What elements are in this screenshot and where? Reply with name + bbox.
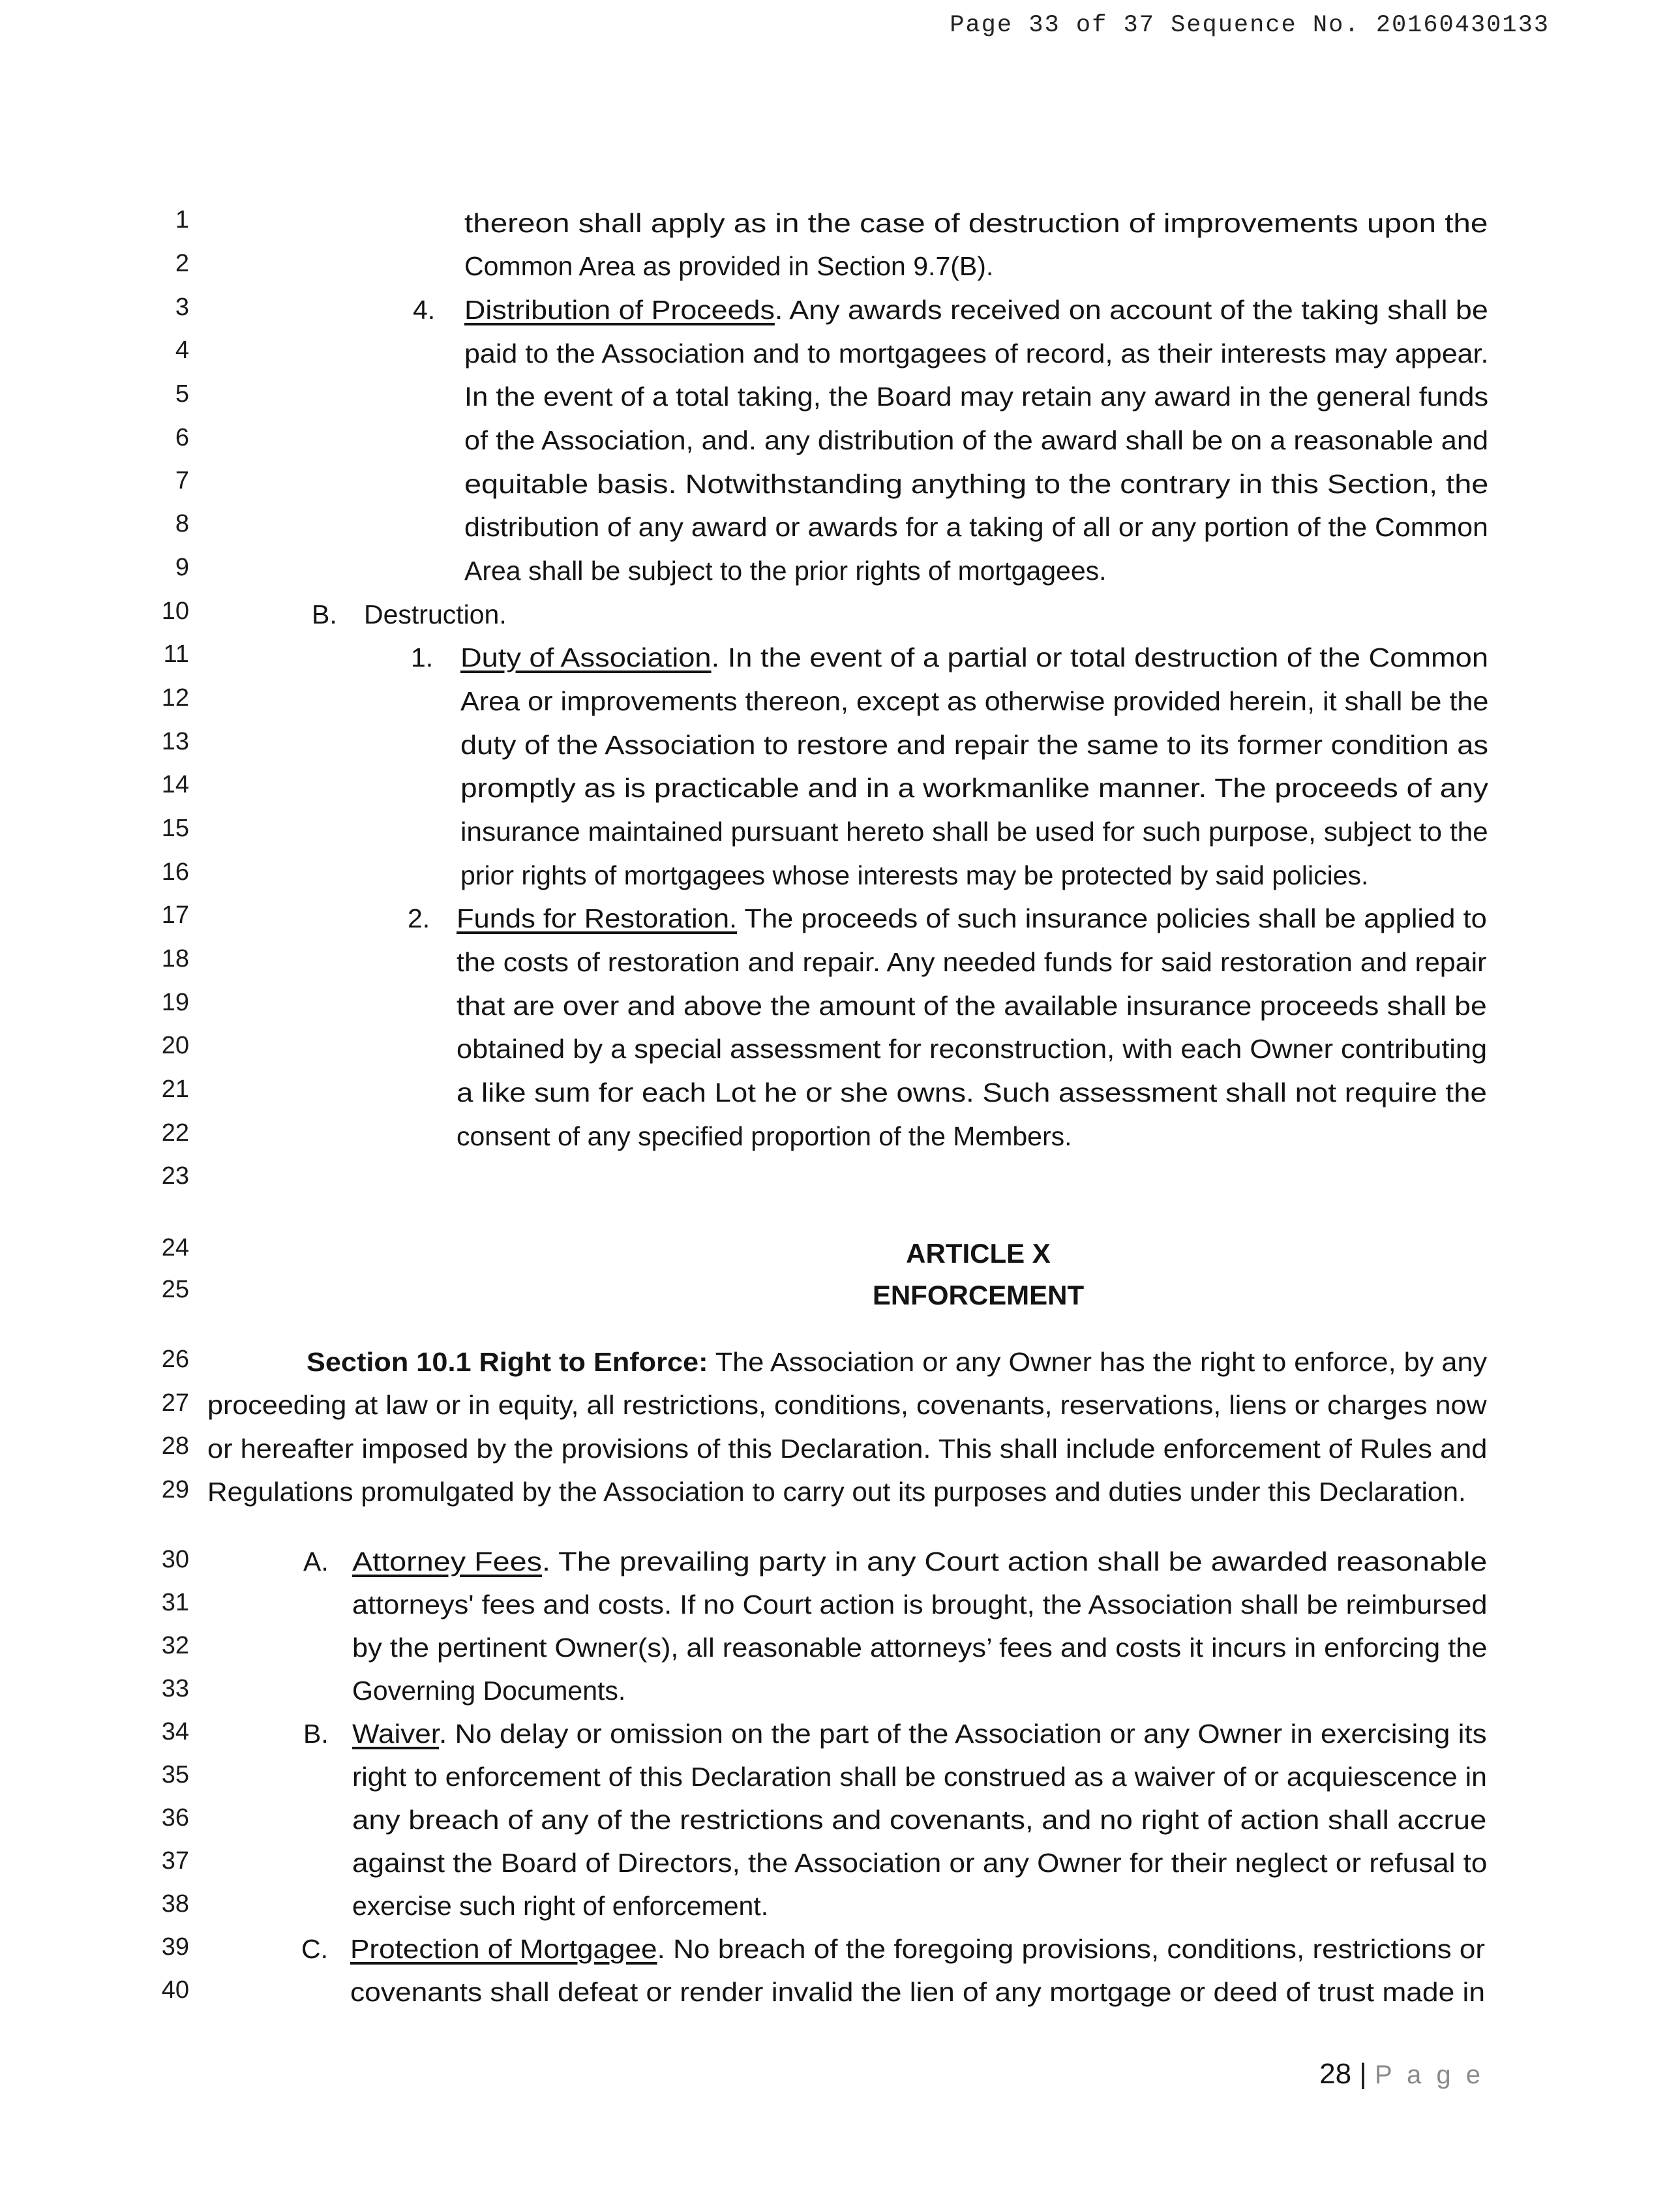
body-line: prior rights of mortgagees whose interests may be protected by said policies.: [460, 860, 1369, 890]
list-number: A.: [303, 1546, 329, 1576]
list-number: 2.: [408, 903, 430, 933]
line-number: 5: [175, 380, 189, 408]
line-number: 25: [161, 1276, 189, 1303]
line-number: 16: [161, 858, 189, 886]
body-line: Regulations promulgated by the Association to carry out its purposes and duties under this Declaration.: [207, 1477, 1466, 1507]
line-number: 2: [175, 250, 189, 277]
body-line: Protection of Mortgagee. No breach of the foregoing provisions, conditions, restrictions or: [350, 1934, 1486, 1964]
line-number: 31: [161, 1589, 189, 1616]
item-heading: Duty of Association: [460, 642, 712, 672]
item-heading: Funds for Restoration.: [457, 903, 738, 933]
body-line: the costs of restoration and repair. Any needed funds for said restoration and repair: [457, 947, 1487, 977]
line-number: 9: [175, 554, 189, 581]
body-line: promptly as is practicable and in a workmanlike manner. The proceeds of any: [460, 773, 1489, 803]
line-number: 19: [161, 989, 189, 1016]
line-number: 38: [161, 1890, 189, 1918]
item-heading: Distribution of Proceeds: [464, 295, 775, 325]
list-number: B.: [303, 1719, 329, 1749]
section-heading: Destruction.: [364, 599, 507, 629]
list-number: C.: [301, 1934, 328, 1964]
body-line: duty of the Association to restore and repair the same to its former condition as: [460, 730, 1488, 760]
line-number: 27: [161, 1389, 189, 1417]
body-line: or hereafter imposed by the provisions of this Declaration. This shall include enforcement of Rules and: [207, 1434, 1488, 1464]
footer-separator: |: [1359, 2058, 1367, 2090]
line-number: 39: [161, 1933, 189, 1961]
line-number: 15: [161, 815, 189, 842]
line-number: 36: [161, 1804, 189, 1832]
line-number: 34: [161, 1718, 189, 1745]
line-number: 21: [161, 1076, 189, 1103]
body-line: equitable basis. Notwithstanding anything to the contrary in this Section, the: [464, 469, 1489, 499]
line-number: 22: [161, 1119, 189, 1147]
line-number: 40: [161, 1976, 189, 2004]
body-line: proceeding at law or in equity, all restrictions, conditions, covenants, reservations, liens or charges now: [207, 1390, 1487, 1420]
body-line: Distribution of Proceeds. Any awards received on account of the taking shall be: [464, 295, 1488, 325]
body-line: Common Area as provided in Section 9.7(B).: [464, 251, 994, 281]
line-number: 11: [163, 641, 189, 668]
body-line: covenants shall defeat or render invalid the lien of any mortgage or deed of trust made in: [350, 1977, 1486, 2007]
body-line: Area shall be subject to the prior rights of mortgagees.: [464, 556, 1107, 586]
body-line: a like sum for each Lot he or she owns. Such assessment shall not require the: [457, 1078, 1487, 1108]
line-number: 6: [175, 424, 189, 451]
page-footer: [1319, 2058, 1484, 2090]
list-number: 1.: [411, 642, 434, 672]
body-line: Area or improvements thereon, except as otherwise provided herein, it shall be the: [460, 686, 1489, 716]
line-number: 7: [175, 467, 189, 494]
body-line: right to enforcement of this Declaration shall be construed as a waiver of or acquiescence in: [352, 1762, 1487, 1792]
page-word: P a g e: [1374, 2060, 1484, 2089]
line-number: 10: [161, 597, 189, 625]
article-title: ENFORCEMENT: [872, 1280, 1085, 1310]
body-line: Funds for Restoration. The proceeds of such insurance policies shall be applied to: [457, 903, 1487, 933]
line-number: 8: [175, 510, 189, 537]
line-number: 37: [161, 1847, 189, 1875]
body-line: Waiver. No delay or omission on the part of the Association or any Owner in exercising its: [352, 1719, 1487, 1749]
body-line: obtained by a special assessment for reconstruction, with each Owner contributing: [457, 1034, 1488, 1064]
line-number: 4: [175, 337, 189, 364]
body-line: Duty of Association. In the event of a partial or total destruction of the Common: [460, 642, 1488, 672]
line-number: 3: [175, 294, 189, 321]
line-number: 29: [161, 1476, 189, 1503]
line-number: 13: [161, 728, 189, 755]
body-line: consent of any specified proportion of the Members.: [457, 1121, 1072, 1151]
body-line: of the Association, and. any distribution of the award shall be on a reasonable and: [464, 425, 1489, 455]
line-number: 26: [161, 1346, 189, 1373]
item-heading: Waiver: [352, 1719, 440, 1749]
list-number: 4.: [413, 295, 436, 325]
line-number: 17: [161, 901, 189, 929]
line-number: 28: [161, 1432, 189, 1460]
body-line: Attorney Fees. The prevailing party in any Court action shall be awarded reasonable: [352, 1546, 1488, 1576]
item-heading: Protection of Mortgagee: [350, 1934, 657, 1964]
line-number: 23: [161, 1162, 189, 1190]
body-line: distribution of any award or awards for a taking of all or any portion of the Common: [464, 512, 1488, 542]
body-line: In the event of a total taking, the Board may retain any award in the general funds: [464, 382, 1489, 412]
line-number: 20: [161, 1032, 189, 1059]
line-number: 14: [161, 771, 189, 798]
line-number: 18: [161, 945, 189, 973]
body-line: attorneys' fees and costs. If no Court action is brought, the Association shall be reimbursed: [352, 1590, 1488, 1620]
body-line: by the pertinent Owner(s), all reasonable attorneys’ fees and costs it incurs in enforcing the: [352, 1633, 1488, 1663]
page-number: 28: [1319, 2058, 1352, 2090]
line-number: 35: [161, 1761, 189, 1788]
line-number: 32: [161, 1632, 189, 1659]
article-number: ARTICLE X: [906, 1238, 1051, 1269]
line-number: 1: [175, 206, 189, 234]
body-line: insurance maintained pursuant hereto shall be used for such purpose, subject to the: [460, 817, 1488, 847]
body-line: Section 10.1 Right to Enforce: The Association or any Owner has the right to enforce, by any: [307, 1347, 1488, 1377]
section-title: Section 10.1 Right to Enforce:: [307, 1347, 708, 1377]
body-line: against the Board of Directors, the Association or any Owner for their neglect or refusal to: [352, 1848, 1488, 1878]
list-number: B.: [312, 599, 337, 629]
line-number: 24: [161, 1234, 189, 1261]
line-number: 12: [161, 684, 189, 712]
body-line: Governing Documents.: [352, 1676, 626, 1706]
line-number: 30: [161, 1546, 189, 1573]
body-line: any breach of any of the restrictions and covenants, and no right of action shall accrue: [352, 1805, 1487, 1835]
body-line: thereon shall apply as in the case of destruction of improvements upon the: [464, 208, 1488, 238]
sequence-header: Page 33 of 37 Sequence No. 20160430133: [950, 12, 1550, 39]
body-line: paid to the Association and to mortgagees of record, as their interests may appear.: [464, 339, 1489, 369]
line-number: 33: [161, 1675, 189, 1702]
body-line: that are over and above the amount of the available insurance proceeds shall be: [457, 991, 1487, 1021]
item-heading: Attorney Fees: [352, 1546, 543, 1576]
body-line: exercise such right of enforcement.: [352, 1891, 769, 1921]
